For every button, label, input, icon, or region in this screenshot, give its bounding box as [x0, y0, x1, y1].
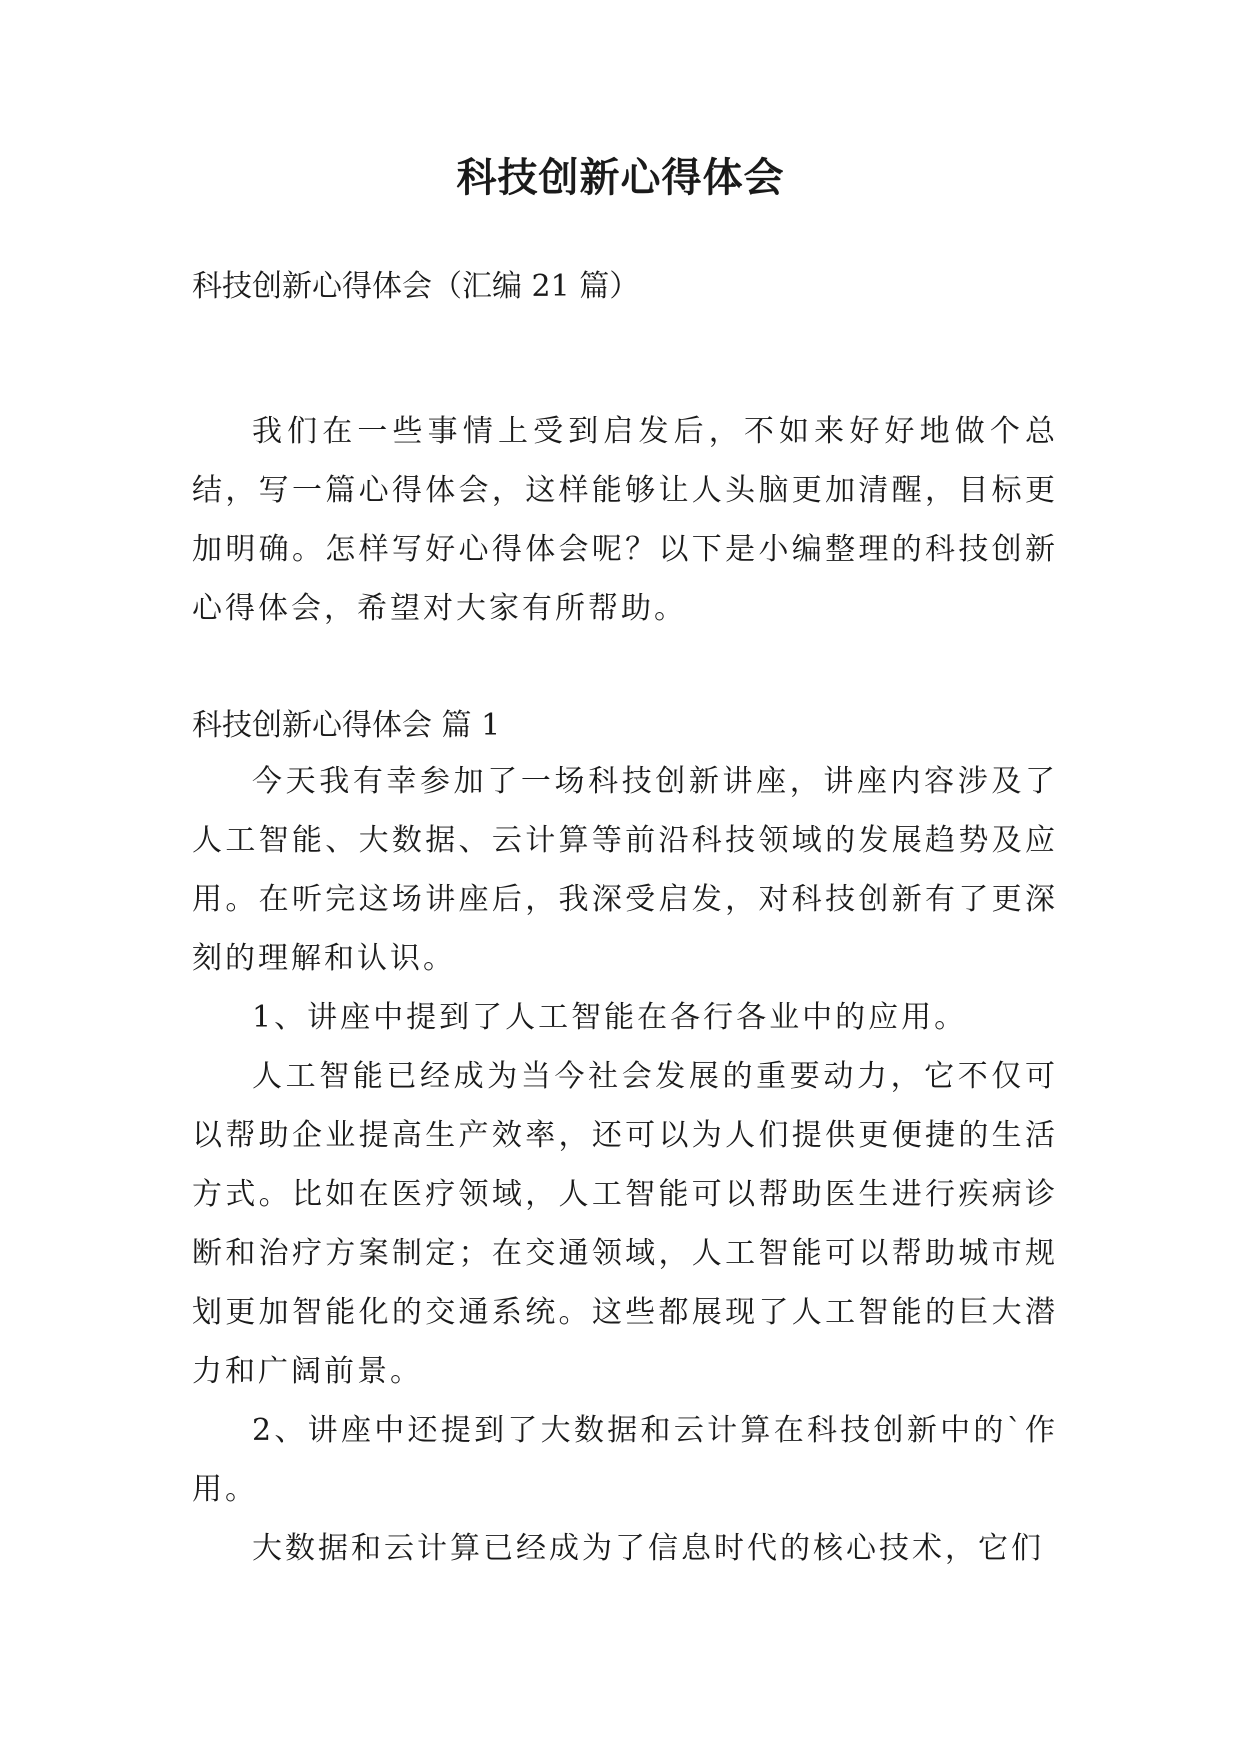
document-title: 科技创新心得体会	[456, 155, 785, 201]
intro-block	[192, 402, 1058, 638]
paragraph: 今天我有幸参加了一场科技创新讲座，讲座内容涉及了人工智能、大数据、云计算等前沿科技领域的发展趋势及应用。在听完这场讲座后，我深受启发，对科技创新有了更深刻的理解和认识。	[192, 764, 1058, 976]
document-subtitle: 科技创新心得体会（汇编 21 篇）	[192, 269, 640, 304]
section-heading: 科技创新心得体会 篇 1	[192, 708, 501, 743]
intro-paragraph: 我们在一些事情上受到启发后，不如来好好地做个总结，写一篇心得体会，这样能够让人头脑更加清醒，目标更加明确。怎样写好心得体会呢？以下是小编整理的科技创新心得体会，希望对大家有所帮助。	[192, 414, 1058, 626]
paragraph: 1、讲座中提到了人工智能在各行各业中的应用。	[252, 1000, 968, 1035]
paragraph: 2、讲座中还提到了大数据和云计算在科技创新中的`作用。	[192, 1413, 1058, 1507]
section-body	[192, 752, 1058, 1578]
paragraph: 大数据和云计算已经成为了信息时代的核心技术，它们	[252, 1531, 1044, 1566]
paragraph: 人工智能已经成为当今社会发展的重要动力，它不仅可以帮助企业提高生产效率，还可以为人们提供更便捷的生活方式。比如在医疗领域，人工智能可以帮助医生进行疾病诊断和治疗方案制定；在交通领域，人工智能可以帮助城市规划更加智能化的交通系统。这些都展现了人工智能的巨大潜力和广阔前景。	[192, 1059, 1058, 1389]
